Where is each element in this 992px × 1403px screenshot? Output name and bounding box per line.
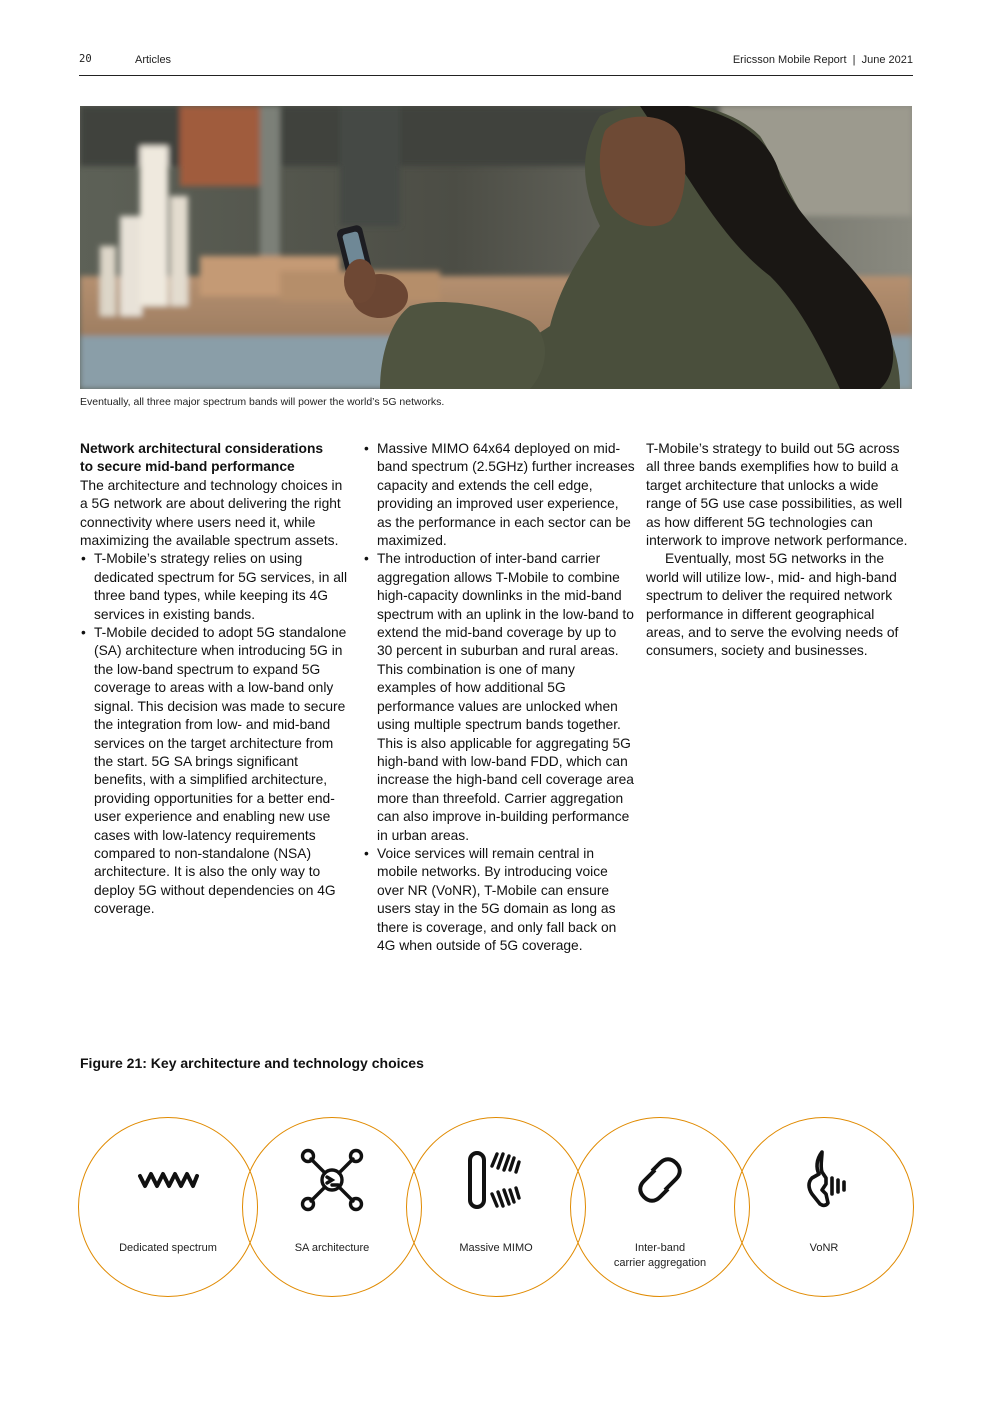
section-name: Articles <box>135 54 172 66</box>
carrier-aggregation-circle <box>570 1117 750 1297</box>
wave-icon <box>136 1148 200 1212</box>
hero-photo <box>80 106 912 389</box>
list-item: • The introduction of inter-band carrier aggregation allows T-Mobile to combine high-capacity downlinks in the mid-band spectrum with an uplink in the low-band to extend the mid-band coverage by up to 30 percent in suburban and rural areas. This combination is one of many examples of how additional 5G performance values are unlocked when using multiple spectrum bands together. This is also applicable for aggregating 5G high-band with low-band FDD, which can increase the high-band cell coverage area more than threefold. Carrier aggregation can also improve in-building performance in urban areas. <box>363 550 635 845</box>
page-number: 20 <box>79 53 92 65</box>
network-hub-icon <box>300 1148 364 1212</box>
dedicated-spectrum-circle <box>78 1117 258 1297</box>
bullet-list <box>363 440 635 955</box>
circle-label: Dedicated spectrum <box>119 1242 217 1254</box>
figure-title: Figure 21: Key architecture and technology choices <box>80 1055 424 1071</box>
paragraph: Eventually, most 5G networks in the world will utilize low-, mid- and high-band spectrum to deliver the required network performance in different geographical areas, and to serve the evolving needs of consumers, society and businesses. <box>646 551 899 659</box>
list-item: • Voice services will remain central in mobile networks. By introducing voice over NR (VoNR), T-Mobile can ensure users stay in the 5G domain as long as there is coverage, and only fall back on 4G when outside of 5G coverage. <box>363 845 635 955</box>
circle-label: VoNR <box>809 1242 839 1254</box>
chain-link-icon <box>628 1148 692 1212</box>
vonr-circle <box>734 1117 914 1297</box>
intro-paragraph: The architecture and technology choices in a 5G network are about delivering the right connectivity where users need it, while maximizing the available spectrum assets. <box>80 477 343 549</box>
photo-illustration <box>80 106 912 389</box>
list-item: • T-Mobile decided to adopt 5G standalone (SA) architecture when introducing 5G in the low-band spectrum to expand 5G coverage to areas with a low-band only signal. This decision was made to secure the integration from low- and mid-band services on the target architecture from the start. 5G SA brings significant benefits, with a simplified architecture, providing opportunities for a better end-user experience and enabling new use cases with low-latency requirements compared to non-standalone (NSA) architecture. It is also the only way to deploy 5G without dependencies on 4G coverage. <box>80 624 350 919</box>
bullet-list <box>80 550 350 918</box>
text-column-3 <box>646 440 916 661</box>
page-header <box>79 52 913 76</box>
figure-diagram <box>78 1117 914 1299</box>
section-heading: Network architectural considerations to secure mid-band performance <box>80 441 324 475</box>
report-title: Ericsson Mobile Report | June 2021 <box>732 54 913 66</box>
photo-caption: Eventually, all three major spectrum bands will power the world’s 5G networks. <box>80 396 445 408</box>
paragraph: T-Mobile’s strategy to build out 5G across all three bands exemplifies how to build a target architecture that unlocks a wide range of 5G use case possibilities, as well as how different 5G technologies can interwork to improve network performance. <box>646 441 908 549</box>
sa-architecture-circle <box>242 1117 422 1297</box>
voice-call-icon <box>792 1148 856 1212</box>
antenna-array-icon <box>464 1148 528 1212</box>
list-item: • T-Mobile’s strategy relies on using dedicated spectrum for 5G services, in all three band types, while keeping its 4G services in existing bands. <box>80 550 350 624</box>
circle-label: Massive MIMO <box>459 1242 533 1254</box>
circle-label: SA architecture <box>294 1242 370 1254</box>
circle-label: Inter-band carrier aggregation <box>613 1242 707 1269</box>
text-column-2 <box>363 440 635 955</box>
massive-mimo-circle <box>406 1117 586 1297</box>
list-item: • Massive MIMO 64x64 deployed on mid-band spectrum (2.5GHz) further increases capacity and extends the cell edge, providing an improved user experience, as the performance in each sector can be maximized. <box>363 440 635 550</box>
text-column-1 <box>80 440 350 919</box>
